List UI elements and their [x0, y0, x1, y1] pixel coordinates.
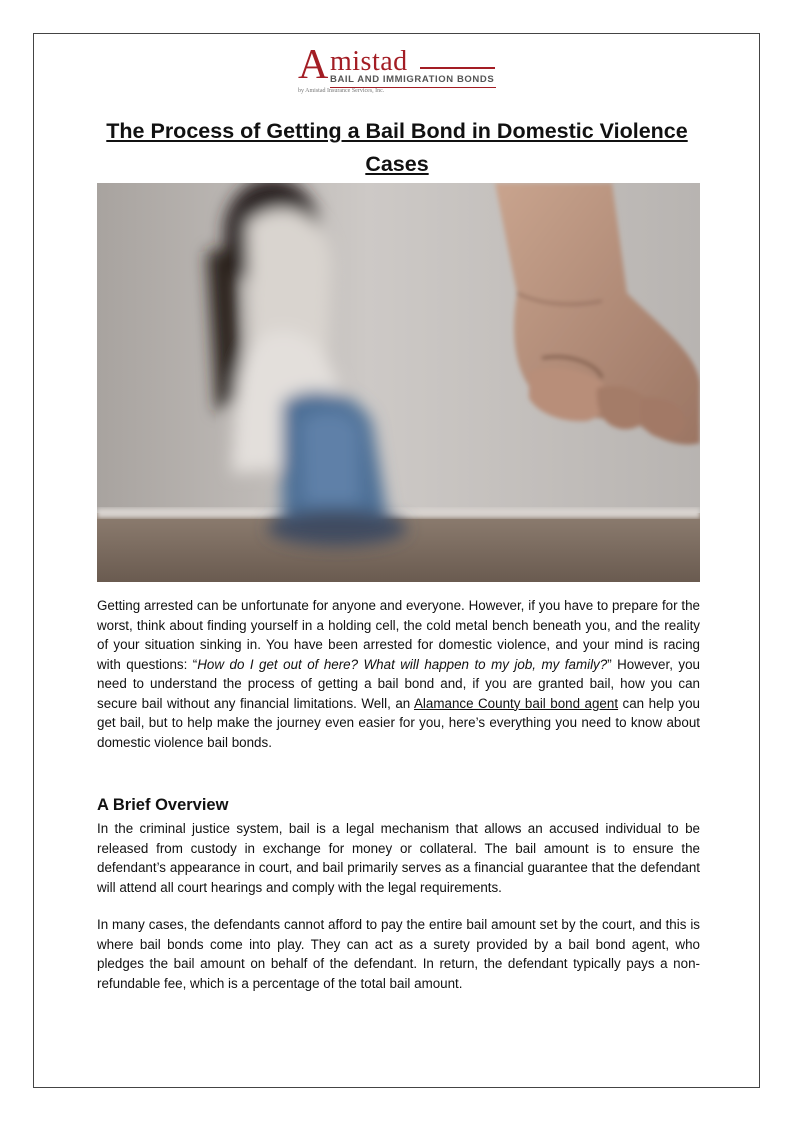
company-logo	[296, 44, 501, 96]
bail-bond-agent-link[interactable]: Alamance County bail bond agent	[413, 695, 619, 711]
logo-tagline: by Amistad Insurance Services, Inc.	[298, 88, 385, 94]
intro-text-2: ” However, you need to understand the process of getting a bail bond and, if you are granted bail, how you can secure bail without any financial limitations. Well, an	[97, 656, 700, 711]
section-heading: A Brief Overview	[97, 796, 229, 814]
logo-rule	[420, 67, 495, 69]
page-title: The Process of Getting a Bail Bond in Domestic Violence Cases	[106, 119, 688, 176]
logo-initial: A	[298, 42, 329, 88]
logo-subtitle: BAIL AND IMMIGRATION BONDS	[330, 74, 495, 85]
intro-quote: How do I get out of here? What will happen to my job, my family?	[197, 656, 608, 672]
bail-bonds-paragraph: In many cases, the defendants cannot afford to pay the entire bail amount set by the court, and this is where bail bonds come into play. They can act as a surety provided by a bail bond agent, who pledges the bail amount on behalf of the defendant. In return, the defendant typically pays a non-refundable fee, which is a percentage of the total bail amount.	[97, 917, 700, 991]
intro-text-1: Getting arrested can be unfortunate for anyone and everyone. However, if you have to prepare for the worst, think about finding yourself in a holding cell, the cold metal bench beneath you, and the reality of your situation sinking in. You have been arrested for domestic violence, and your mind is racing with questions: “	[97, 598, 700, 672]
intro-text-3: can help you get bail, but to help make the journey even easier for you, here’s everything you need to know about domestic violence bail bonds.	[97, 695, 700, 750]
overview-paragraph: In the criminal justice system, bail is a legal mechanism that allows an accused individual to be released from custody in exchange for money or collateral. The bail amount is to ensure the defendant’s appearance in court, and bail primarily serves as a financial guarantee that the defendant will attend all court hearings and comply with the legal requirements.	[97, 821, 700, 895]
logo-wordmark: mistad	[330, 46, 408, 77]
intro-paragraph	[97, 596, 700, 752]
hero-image	[97, 183, 700, 582]
